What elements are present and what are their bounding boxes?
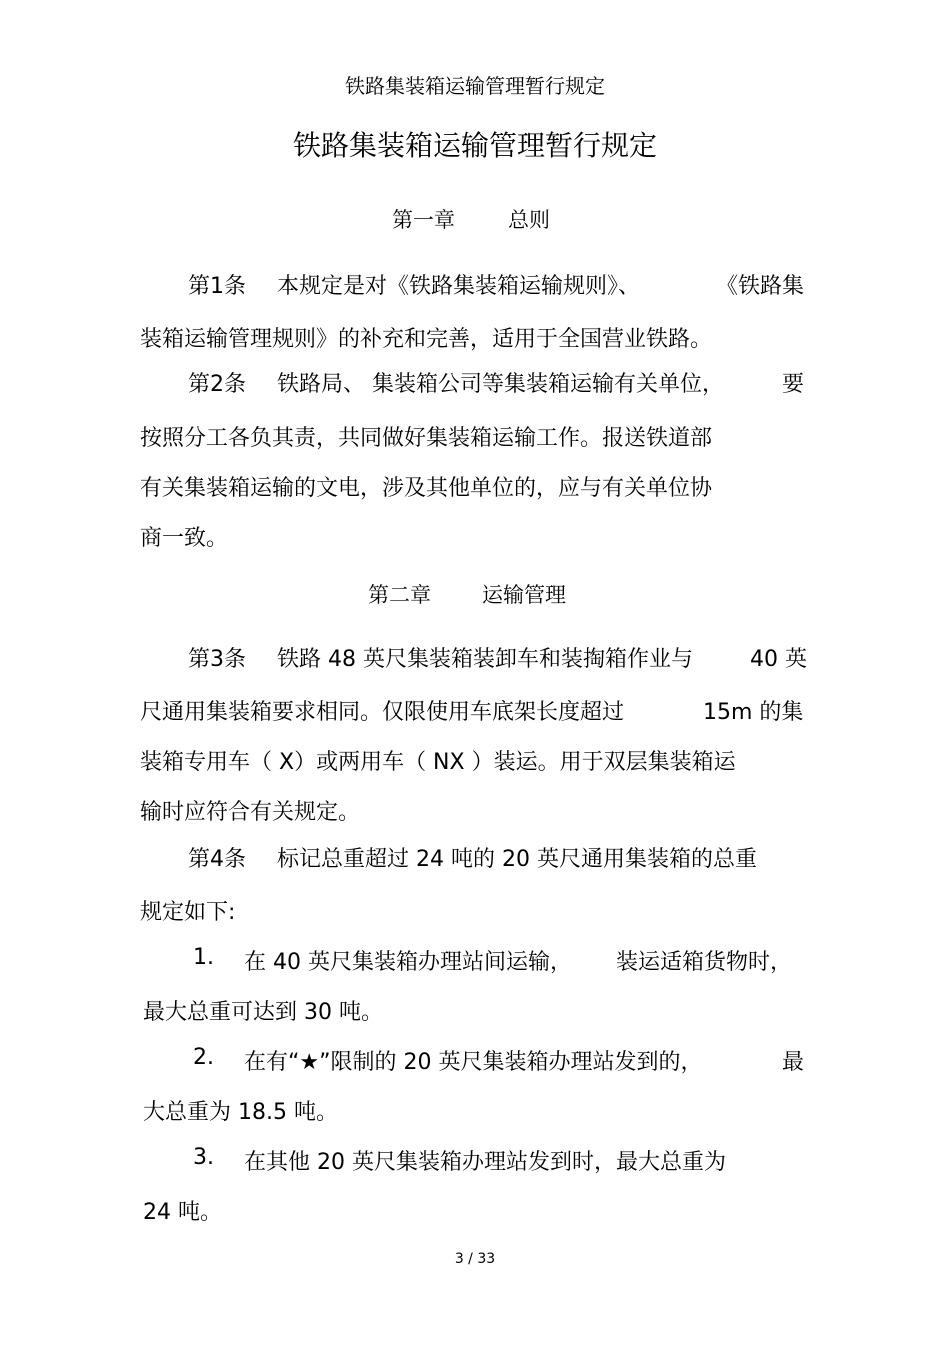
article-3-line: 铁路 48 英尺集装箱装卸车和装掏箱作业与 bbox=[277, 647, 693, 672]
page-number: 3 / 33 bbox=[454, 1251, 496, 1267]
list-item-line: 最大总重可达到 30 吨。 bbox=[143, 1000, 383, 1025]
article-3-line: 输时应符合有关规定。 bbox=[140, 800, 361, 825]
article-3-line: 装箱专用车（ X）或两用车（ NX ）装运。用于双层集装箱运 bbox=[140, 750, 736, 775]
article-4-line: 标记总重超过 24 吨的 20 英尺通用集装箱的总重 bbox=[277, 847, 757, 872]
article-3-line: 尺通用集装箱要求相同。仅限使用车底架长度超过 bbox=[140, 700, 625, 725]
article-2-line: 按照分工各负其责，共同做好集装箱运输工作。报送铁道部 bbox=[140, 426, 713, 451]
list-item-line: 在有“★”限制的 20 英尺集装箱办理站发到的， bbox=[244, 1050, 703, 1075]
chapter-1-name: 总则 bbox=[508, 208, 550, 232]
list-item-number: 3. bbox=[193, 1145, 214, 1170]
list-item-line: 在其他 20 英尺集装箱办理站发到时，最大总重为 bbox=[244, 1150, 726, 1175]
chapter-1-number: 第一章 bbox=[392, 208, 455, 232]
list-item-line: 在 40 英尺集装箱办理站间运输， bbox=[244, 950, 572, 975]
article-3-line: 40 英 bbox=[750, 647, 807, 672]
article-1-label: 第1条 bbox=[188, 274, 246, 299]
chapter-2-name: 运输管理 bbox=[482, 583, 566, 607]
list-item-line: 大总重为 18.5 吨。 bbox=[143, 1100, 338, 1125]
running-header: 铁路集装箱运输管理暂行规定 bbox=[345, 74, 605, 98]
article-4-line: 规定如下: bbox=[140, 900, 236, 925]
list-item-line: 最 bbox=[782, 1050, 805, 1075]
article-1-line: 本规定是对《铁路集装箱运输规则》、 bbox=[277, 274, 641, 299]
article-2-line: 商一致。 bbox=[140, 526, 229, 551]
article-3-line: 15m 的集 bbox=[703, 700, 804, 725]
list-item-number: 2. bbox=[193, 1045, 214, 1070]
article-2-line: 要 bbox=[782, 372, 805, 397]
chapter-2-number: 第二章 bbox=[368, 583, 431, 607]
article-1-line: 装箱运输管理规则》的补充和完善，适用于全国营业铁路。 bbox=[140, 327, 713, 352]
article-2-line: 铁路局、 集装箱公司等集装箱运输有关单位， bbox=[277, 372, 724, 397]
document-title: 铁路集装箱运输管理暂行规定 bbox=[292, 129, 657, 162]
article-3-label: 第3条 bbox=[188, 647, 246, 672]
article-1-line: 《铁路集 bbox=[716, 274, 805, 299]
article-2-label: 第2条 bbox=[188, 372, 246, 397]
list-item-line: 装运适箱货物时， bbox=[616, 950, 793, 975]
article-4-label: 第4条 bbox=[188, 847, 246, 872]
list-item-number: 1. bbox=[193, 945, 214, 970]
article-2-line: 有关集装箱运输的文电，涉及其他单位的，应与有关单位协 bbox=[140, 476, 713, 501]
list-item-line: 24 吨。 bbox=[143, 1200, 222, 1225]
